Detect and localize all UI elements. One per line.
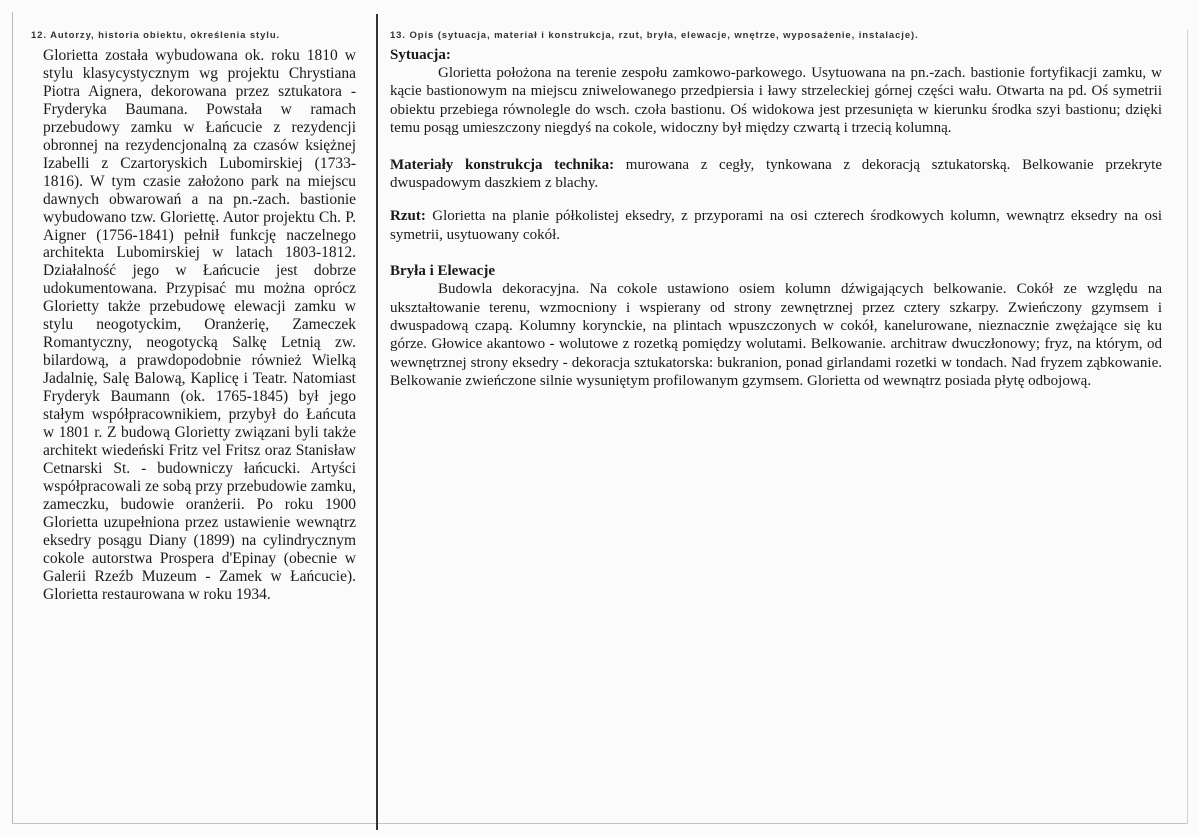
materialy-title: Materiały konstrukcja technika: [390,156,615,173]
section-12-body: Glorietta została wybudowana ok. roku 1810 w stylu klasycystycznym wg projektu Chrystiana Piotra Aignera, dekorowana przez sztukatora - Fryderyka Baumana. Powstała w ramach przebudowy zamku w Łańcucie z rezydencji obronnej na rezydencjonalną za czasów księżnej Izabelli z Czartoryskich Lubomirskiej (1733-1816). W tym czasie założono park na miejscu dawnych obwarowań a na pn.-zach. bastionie wybudowano tzw. Gloriettę. Autor projektu Ch. P. Aigner (1756-1841) pełnił funkcję naczelnego architekta Lubomirskiej w latach 1803-1812. Działalność jego w Łańcucie jest dobrze udokumentowana. Przypisać mu można oprócz Glorietty także przebudowę elewacji zamku w stylu neogotyckim, Oranżerię, Zameczek Romantyczny, neogotycką Salkę Letnią zw. bilardową, a prawdopodobnie również Wielką Jadalnię, Salę Balową, Kaplicę i Teatr. Natomiast Fryderyk Baumann (ok. 1765-1845) był jego stałym współpracownikiem, przybył do Łańcuta w 1801 r. Z budową Glorietty związani byli także architekt wiedeński Fritz vel Fritsz oraz Stanisław Cetnarski St. - budowniczy łańcucki. Artyści współpracowali ze sobą przy przebudowie zamku, zameczku, budowie oranżerii. Po roku 1900 Glorietta uzupełniona przez ustawienie wewnątrz eksedry posągu Diany (1899) na cylindrycznym cokole autorstwa Prospera d'Epinay (obecnie w Galerii Rzeźb Muzeum - Zamek w Łańcucie). Glorietta restaurowana w roku 1934. [43,47,356,603]
page-border-bottom [12,823,1187,824]
bryla-text: Budowla dekoracyjna. Na cokole ustawiono osiem kolumn dźwigających belkowanie. Cokół ze względu na ukształtowanie terenu, wzmocniony i wspierany od strony zewnętrznej przez cztery szkarpy. Zwieńczony gzymsem i dwuspadową czapą. Kolumny korynckie, na plintach wpuszczonych w cokół, kanelurowane, nieznacznie zwężające się ku górze. Głowice akantowo - wolutowe z rozetką pomiędzy wolutami. Belkowanie. architraw dwuczłonowy; fryz, na którym, od wewnętrznej strony eksedry - dekoracja sztukatorska: bukranion, ponad girlandami rozetki w tondach. Nad fryzem ząbkowanie. Belkowanie zwieńczone silnie wysuniętym profilowanym gzymsem. Glorietta od wewnątrz posiada płytę odbojową. [390,281,1162,390]
sytuacja-title: Sytuacja: [390,47,451,63]
materialy-paragraph [390,156,1162,193]
sytuacja-section [390,46,1162,138]
rzut-paragraph [390,207,1162,244]
rzut-text: Glorietta na planie półkolistej eksedry, z przyporami na osi czterech środkowych kolumn, wewnątrz eksedry na osi symetrii, usytuowany cokół. [390,208,1163,243]
materialy-text: murowana z cegły, tynkowana z dekoracją sztukatorską. Belkowanie przekryte dwuspadowym daszkiem z blachy. [390,156,1162,192]
page-border-right [1187,30,1188,824]
column-divider [376,14,378,830]
bryla-section [390,262,1162,390]
sytuacja-text: Glorietta położona na terenie zespołu zamkowo-parkowego. Usytuowana na pn.-zach. bastionie fortyfikacji zamku, w kącie bastionowym na miejscu zniwelowanego przedpiersia i ławy strzeleckiej górnej części wału. Otwarta na pd. Oś symetrii obiektu przebiega równolegle do wsch. czoła bastionu. Oś widokowa jest przesunięta w kierunku środka szyi bastionu; dzięki temu posąg umieszczony niegdyś na cokole, widoczny był między czwartą i trzecią kolumną. [390,65,1162,137]
bryla-title: Bryła i Elewacje [390,263,495,280]
rzut-title: Rzut: [390,208,426,225]
section-13-header: 13. Opis (sytuacja, materiał i konstrukcja, rzut, bryła, elewacje, wnętrze, wyposażenie, instalacje). [390,30,919,41]
left-column [31,30,356,604]
section-12-header: 12. Autorzy, historia obiektu, określenia stylu. [31,30,281,41]
right-column [390,30,1162,391]
page-border-left [12,12,13,824]
